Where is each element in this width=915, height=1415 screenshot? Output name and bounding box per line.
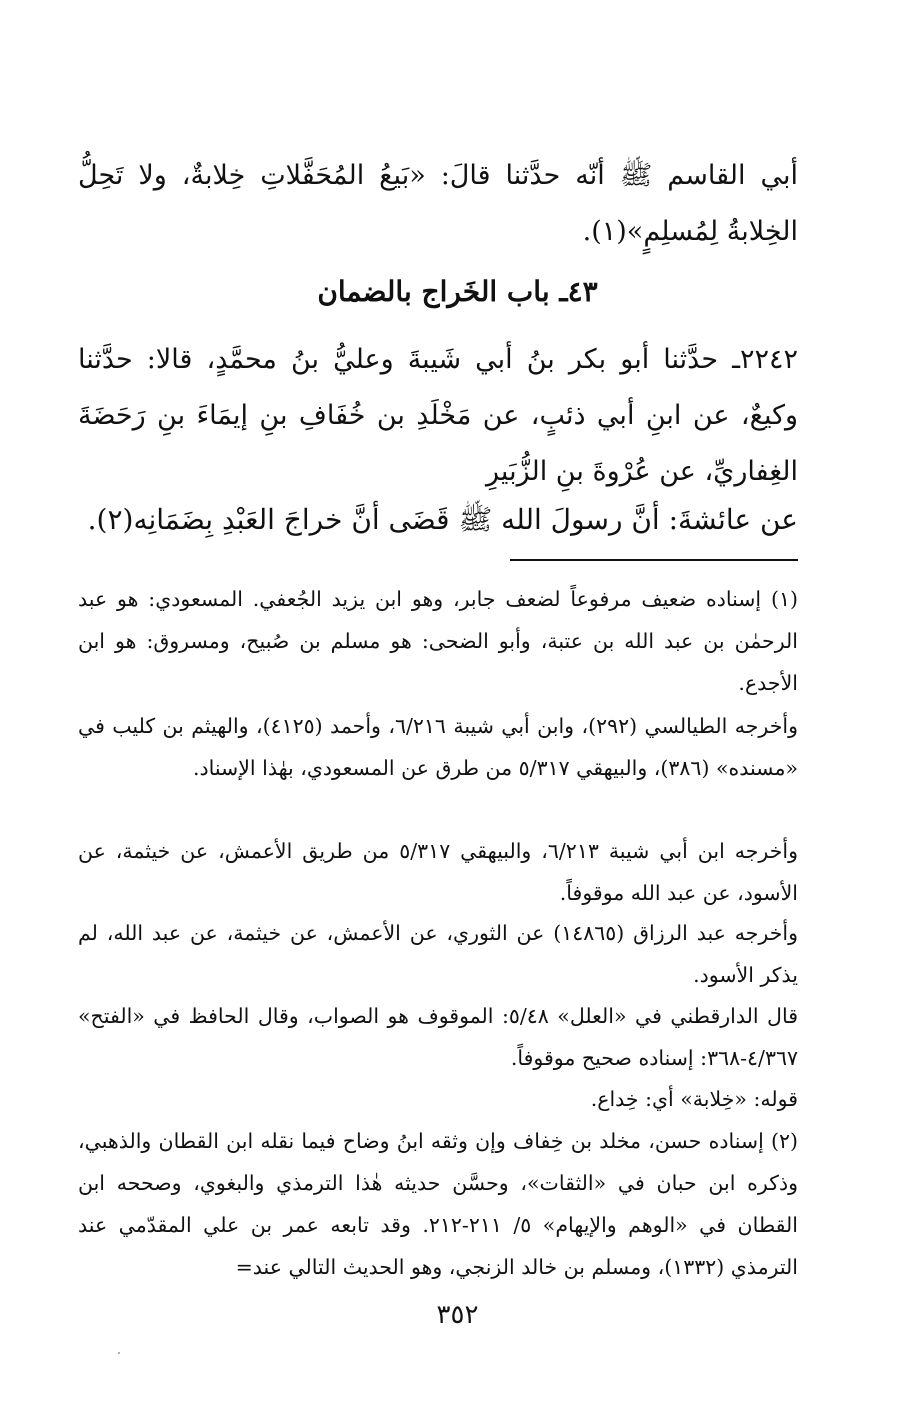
footnote-2: (٢) إسناده حسن، مخلد بن خِفاف وإن وثقه ابنُ وضاح فيما نقله ابن القطان والذهبي، وذكره ابن حبان في «الثقات»، وحسَّن حديثه هٰذا الترمذي والبغوي، وصححه ابن القطان في «الوهم والإيهام» ٥/ ٢١١-٢١٢. وقد تابعه عمر بن علي المقدّمي عند الترمذي (١٣٣٢)، ومسلم بن خالد الزنجي، وهو الحديث التالي عند= <box>78 1129 798 1279</box>
hadith-isnad: ٢٢٤٢ـ حدَّثنا أبو بكر بنُ أبي شَيبةَ وعليُّ بنُ محمَّدٍ، قالا: حدَّثنا وكيعٌ، عن ابنِ أبي ذئبٍ، عن مَخْلَدِ بن خُفَافِ بنِ إيمَاءَ بنِ رَحَضَةَ الغِفاريِّ، عن عُرْوةَ بنِ الزُّبَيرِ <box>78 344 798 487</box>
footnote-1-paragraph-2: وأخرجه الطيالسي (٢٩٢)، وابن أبي شيبة ٦/٢١٦، وأحمد (٤١٢٥)، والهيثم بن كليب في «مسنده» (٣٨٦)، والبيهقي ٥/٣١٧ من طرق عن المسعودي، بهٰذا الإسناد. <box>78 714 798 780</box>
footnote-1-paragraph-5: قال الدارقطني في «العلل» ٥/٤٨: الموقوف هو الصواب، وقال الحافظ في «الفتح» ٤/٣٦٧-٣٦٨: إسناده صحيح موقوفاً. <box>78 1004 798 1070</box>
footnote-separator <box>510 559 798 561</box>
chapter-heading: ٤٣ـ باب الخَراج بالضمان <box>317 275 598 308</box>
footnote-1: (١) إسناده ضعيف مرفوعاً لضعف جابر، وهو ابن يزيد الجُعفي. المسعودي: هو عبد الرحمٰن بن عبد الله بن عتبة، وأبو الضحى: هو مسلم بن صُبيح، ومسروق: هو ابن الأجدع. <box>78 587 798 695</box>
hadith-matn: عن عائشةَ: أنَّ رسولَ الله ﷺ قَضَى أنَّ خراجَ العَبْدِ بِضَمَانِه(٢). <box>87 503 798 536</box>
page-number: ٣٥٢ <box>436 1300 479 1330</box>
footnote-1-paragraph-3: وأخرجه ابن أبي شيبة ٦/٢١٣، والبيهقي ٥/٣١٧ من طريق الأعمش، عن خيثمة، عن الأسود، عن عبد الله موقوفاً. <box>78 839 799 905</box>
hadith-continuation: أبي القاسم ﷺ أنّه حدَّثنا قالَ: «بَيعُ المُحَفَّلاتِ خِلابةٌ، ولا تَحِلُّ الخِلابةُ لِمُسلِمٍ»(١). <box>78 160 798 247</box>
footnote-1-paragraph-4: وأخرجه عبد الرزاق (١٤٨٦٥) عن الثوري، عن الأعمش، عن خيثمة، عن عبد الله، لم يذكر الأسود. <box>78 921 798 987</box>
scan-speck <box>118 1352 120 1354</box>
footnote-1-paragraph-6: قوله: «خِلابة» أي: خِداع. <box>590 1087 798 1111</box>
